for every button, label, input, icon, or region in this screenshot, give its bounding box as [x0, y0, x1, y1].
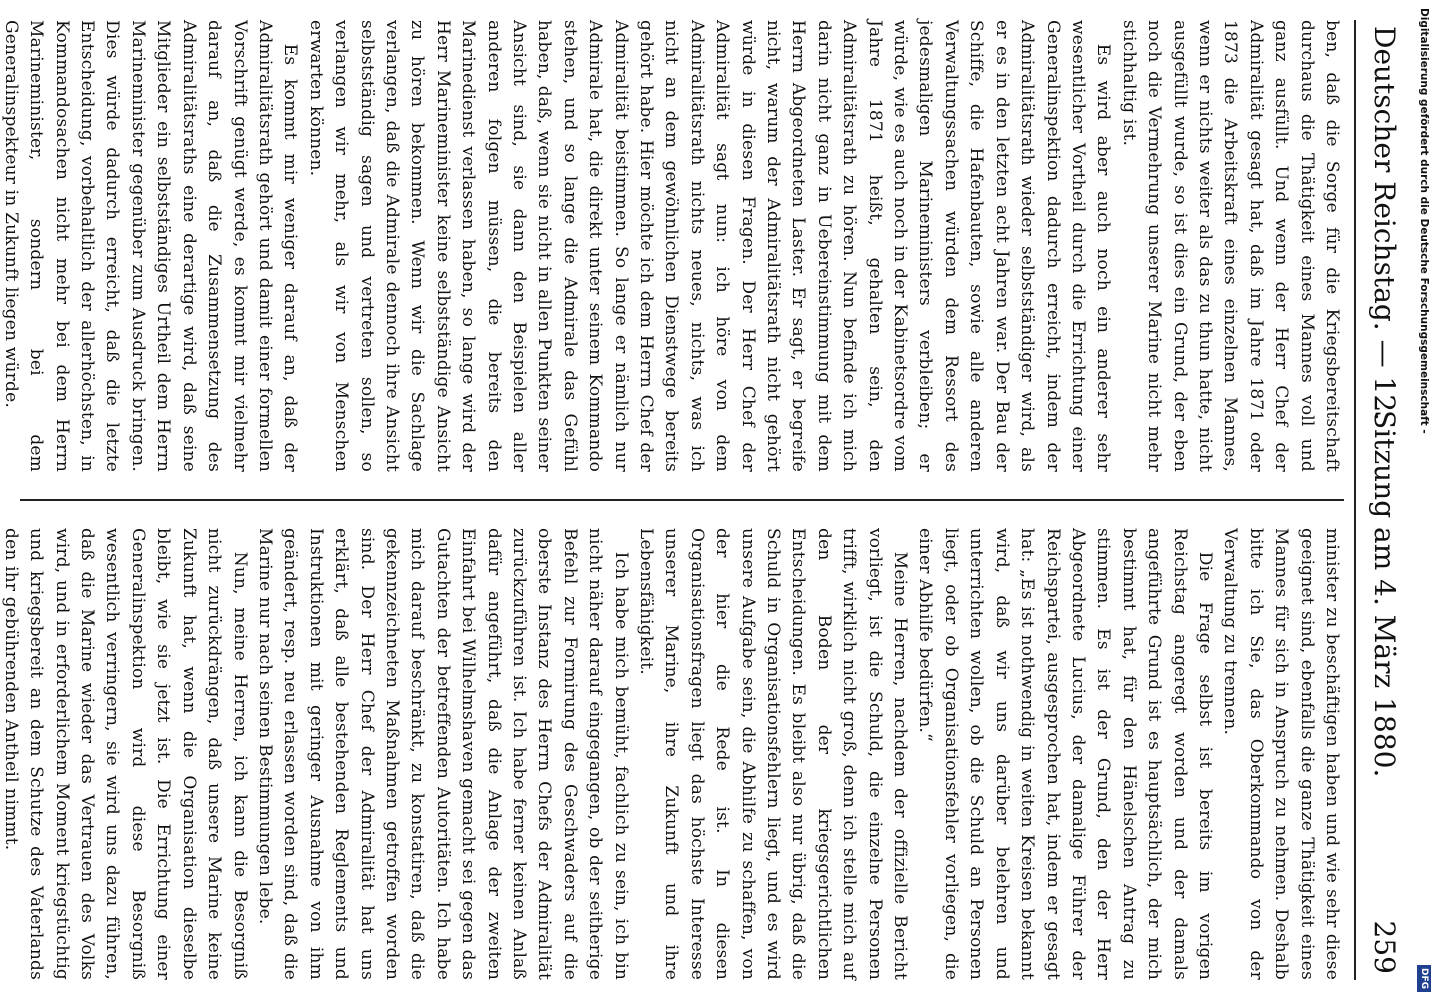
- paragraph: Ich habe mich bemüht, fachlich zu sein, ich bin nicht näher darauf eingegangen, ob der seitherige Befehl zur Formirung des Geschwaders auf die oberste Instanz des Herrn Chefs der Admiralität zurückzuführen ist. Ich habe ferner keinen Anlaß dafür angeführt, daß die Anlage der zweiten Einfahrt bei Wilhelmshaven gemacht sei gegen das Gutachten der betreffenden Autoritäten. Ich habe mich darauf beschränkt, zu konstatiren, daß die gekennzeichneten Maßnahmen getroffen worden sind. Der Herr Chef der Admiralität hat uns erklärt, daß alle bestehenden Reglements und Instruktionen mit geringer Ausnahme von ihm geändert, resp. neu erlassen worden sind, daß die Marine nur nach seinen Bestimmungen lebe.: [254, 528, 631, 980]
- paragraph: minister zu beschäftigen haben und wie sehr diese geeignet sind, ebenfalls die ganze Thätigkeit eines Mannes für sich in Anspruch zu nehmen. Deshalb bitte ich Sie, das Oberkommando von der Verwaltung zu trennen.: [1220, 528, 1342, 980]
- left-text-column: [0, 20, 1344, 472]
- right-text-column: [0, 528, 1344, 980]
- dfg-logo: DFG: [1417, 965, 1431, 992]
- running-title: Deutscher Reichstag. — 12.: [1368, 26, 1401, 422]
- digitization-credit: [1417, 8, 1431, 992]
- paragraph: Die Frage selbst ist bereits im vorigen Reichstag angeregt worden und der damals angeführte Grund ist es hauptsächlich, der mich bestimmt hat, für den Hänelschen Antrag zu stimmen. Es ist der Grund, den der Herr Abgeordnete Lucius, der damalige Führer der Reichspartei, ausgesprochen hat, indem er gesagt hat: „Es ist nothwendig in weiten Kreisen bekannt wird, daß wir uns darüber belehren und unterrichten wollen, ob die Schuld an Personen liegt, oder ob Organisationsfehler vorliegen, die einer Abhilfe bedürfen.“: [915, 528, 1215, 980]
- credit-text: Digitalisierung gefördert durch die Deutsche Forschungsgemeinschaft -: [1418, 8, 1430, 434]
- paragraph: ben, daß die Sorge für die Kriegsbereitschaft durchaus die Thätigkeit eines Mannes voll und ganz ausfüllt. Und wenn der Herr Chef der Admiralität gesagt hat, daß im Jahre 1871 oder 1873 die Arbeitskraft eines einzelnen Mannes, wenn er nichts weiter als das zu thun hatte, nicht ausgefüllt wurde, so ist dies ein Grund, der eben noch die Vermehrung unserer Marine nicht mehr stichhaltig ist.: [1118, 20, 1342, 472]
- paragraph: Es wird aber auch noch ein anderer sehr wesentlicher Vortheil durch die Errichtung einer Generalinspektion dadurch erreicht, indem der Admiralitätsrath wieder selbstständiger wird, als er es in den letzten acht Jahren war. Der Bau der Schiffe, die Hafenbauten, sowie alle anderen Verwaltungssachen würden dem Ressort des jedesmaligen Marineministers verbleiben; er würde, wie es auch noch in der Kabinetsordre vom Jahre 1871 heißt, gehalten sein, den Admiralitätsrath zu hören. Nun befinde ich mich darin nicht ganz in Uebereinstimmung mit dem Herrn Abgeordneten Laster. Er sagt, er begreife nicht, warum der Admiralitätsrath nicht gehört würde in diesen Fragen. Der Herr Chef der Admiralität sagt nun: ich höre von dem Admiralitätsrath nichts neues, nichts, was ich nicht an dem gewöhnlichen Dienstwege bereits gehört habe. Hier möchte ich dem Herrn Chef der Admiralität beistimmen. So lange er nämlich nur Admirale hat, die direkt unter seinem Kommando stehen, und so lange die Admirale das Gefühl haben, daß, wenn sie nicht in allen Punkten seiner Ansicht sind, sie dann den Beispielen aller anderen folgen müssen, die bereits den Marinedienst verlassen haben, so lange wird der Herr Marineminister keine selbstständige Ansicht zu hören bekommen. Wenn wir die Sachlage verlangen, daß die Admirale dennoch ihre Ansicht selbstständig sagen und vertreten sollen, so verlangen wir mehr, als wir von Menschen erwarten können.: [305, 20, 1114, 472]
- page-number: 259: [1368, 920, 1401, 974]
- paragraph: Es kommt mir weniger darauf an, daß der Admiralitätsrath gehört und damit einer formellen Vorschrift genügt werde, es kommt mir vielmehr darauf an, daß die Zusammensetzung des Admiralitätsraths eine derartige wird, daß seine Mitglieder ein selbstständiges Urtheil dem Herrn Marineminister gegenüber zum Ausdruck bringen. Dies würde dadurch erreicht, daß die letzte Entscheidung, vorbehaltlich der allerhöchsten, in Kommandosachen nicht mehr bei dem Herrn Marineminister, sondern bei dem Generalinspekteur in Zukunft liegen würde.: [0, 20, 301, 472]
- page-header: [1354, 20, 1412, 980]
- paragraph: Nun, meine Herren, ich kann die Besorgniß nicht zurückdrängen, daß unsere Marine keine Zukunft hat, wenn die Organisation dieselbe bleibt, wie sie jetzt ist. Die Errichtung einer Generalinspektion wird diese Besorgniß wesentlich verringern, sie wird uns dazu führen, daß die Marine wieder das Vertrauen des Volks wird, und in erforderlichem Moment kriegstüchtig und kriegsbereit an dem Schutze des Vaterlands den ihr gebührenden Antheil nimmt.: [0, 528, 250, 980]
- paragraph: Meine Herren, nachdem der offizielle Bericht vorliegt, ist die Schuld, die einzelne Personen trifft, wirklich nicht groß, denn ich stelle mich auf den Boden der kriegsgerichtlichen Entscheidungen. Es bleibt also nur übrig, daß die Schuld in Organisationsfehlern liegt, und es wird unsere Aufgabe sein, die Abhilfe zu schaffen, von der hier die Rede ist. In diesen Organisationsfragen liegt das höchste Interesse unserer Marine, ihre Zukunft und ihre Lebensfähigkeit.: [636, 528, 911, 980]
- session-date: Sitzung am 4. März 1880.: [1368, 410, 1401, 778]
- column-divider: [20, 499, 1344, 501]
